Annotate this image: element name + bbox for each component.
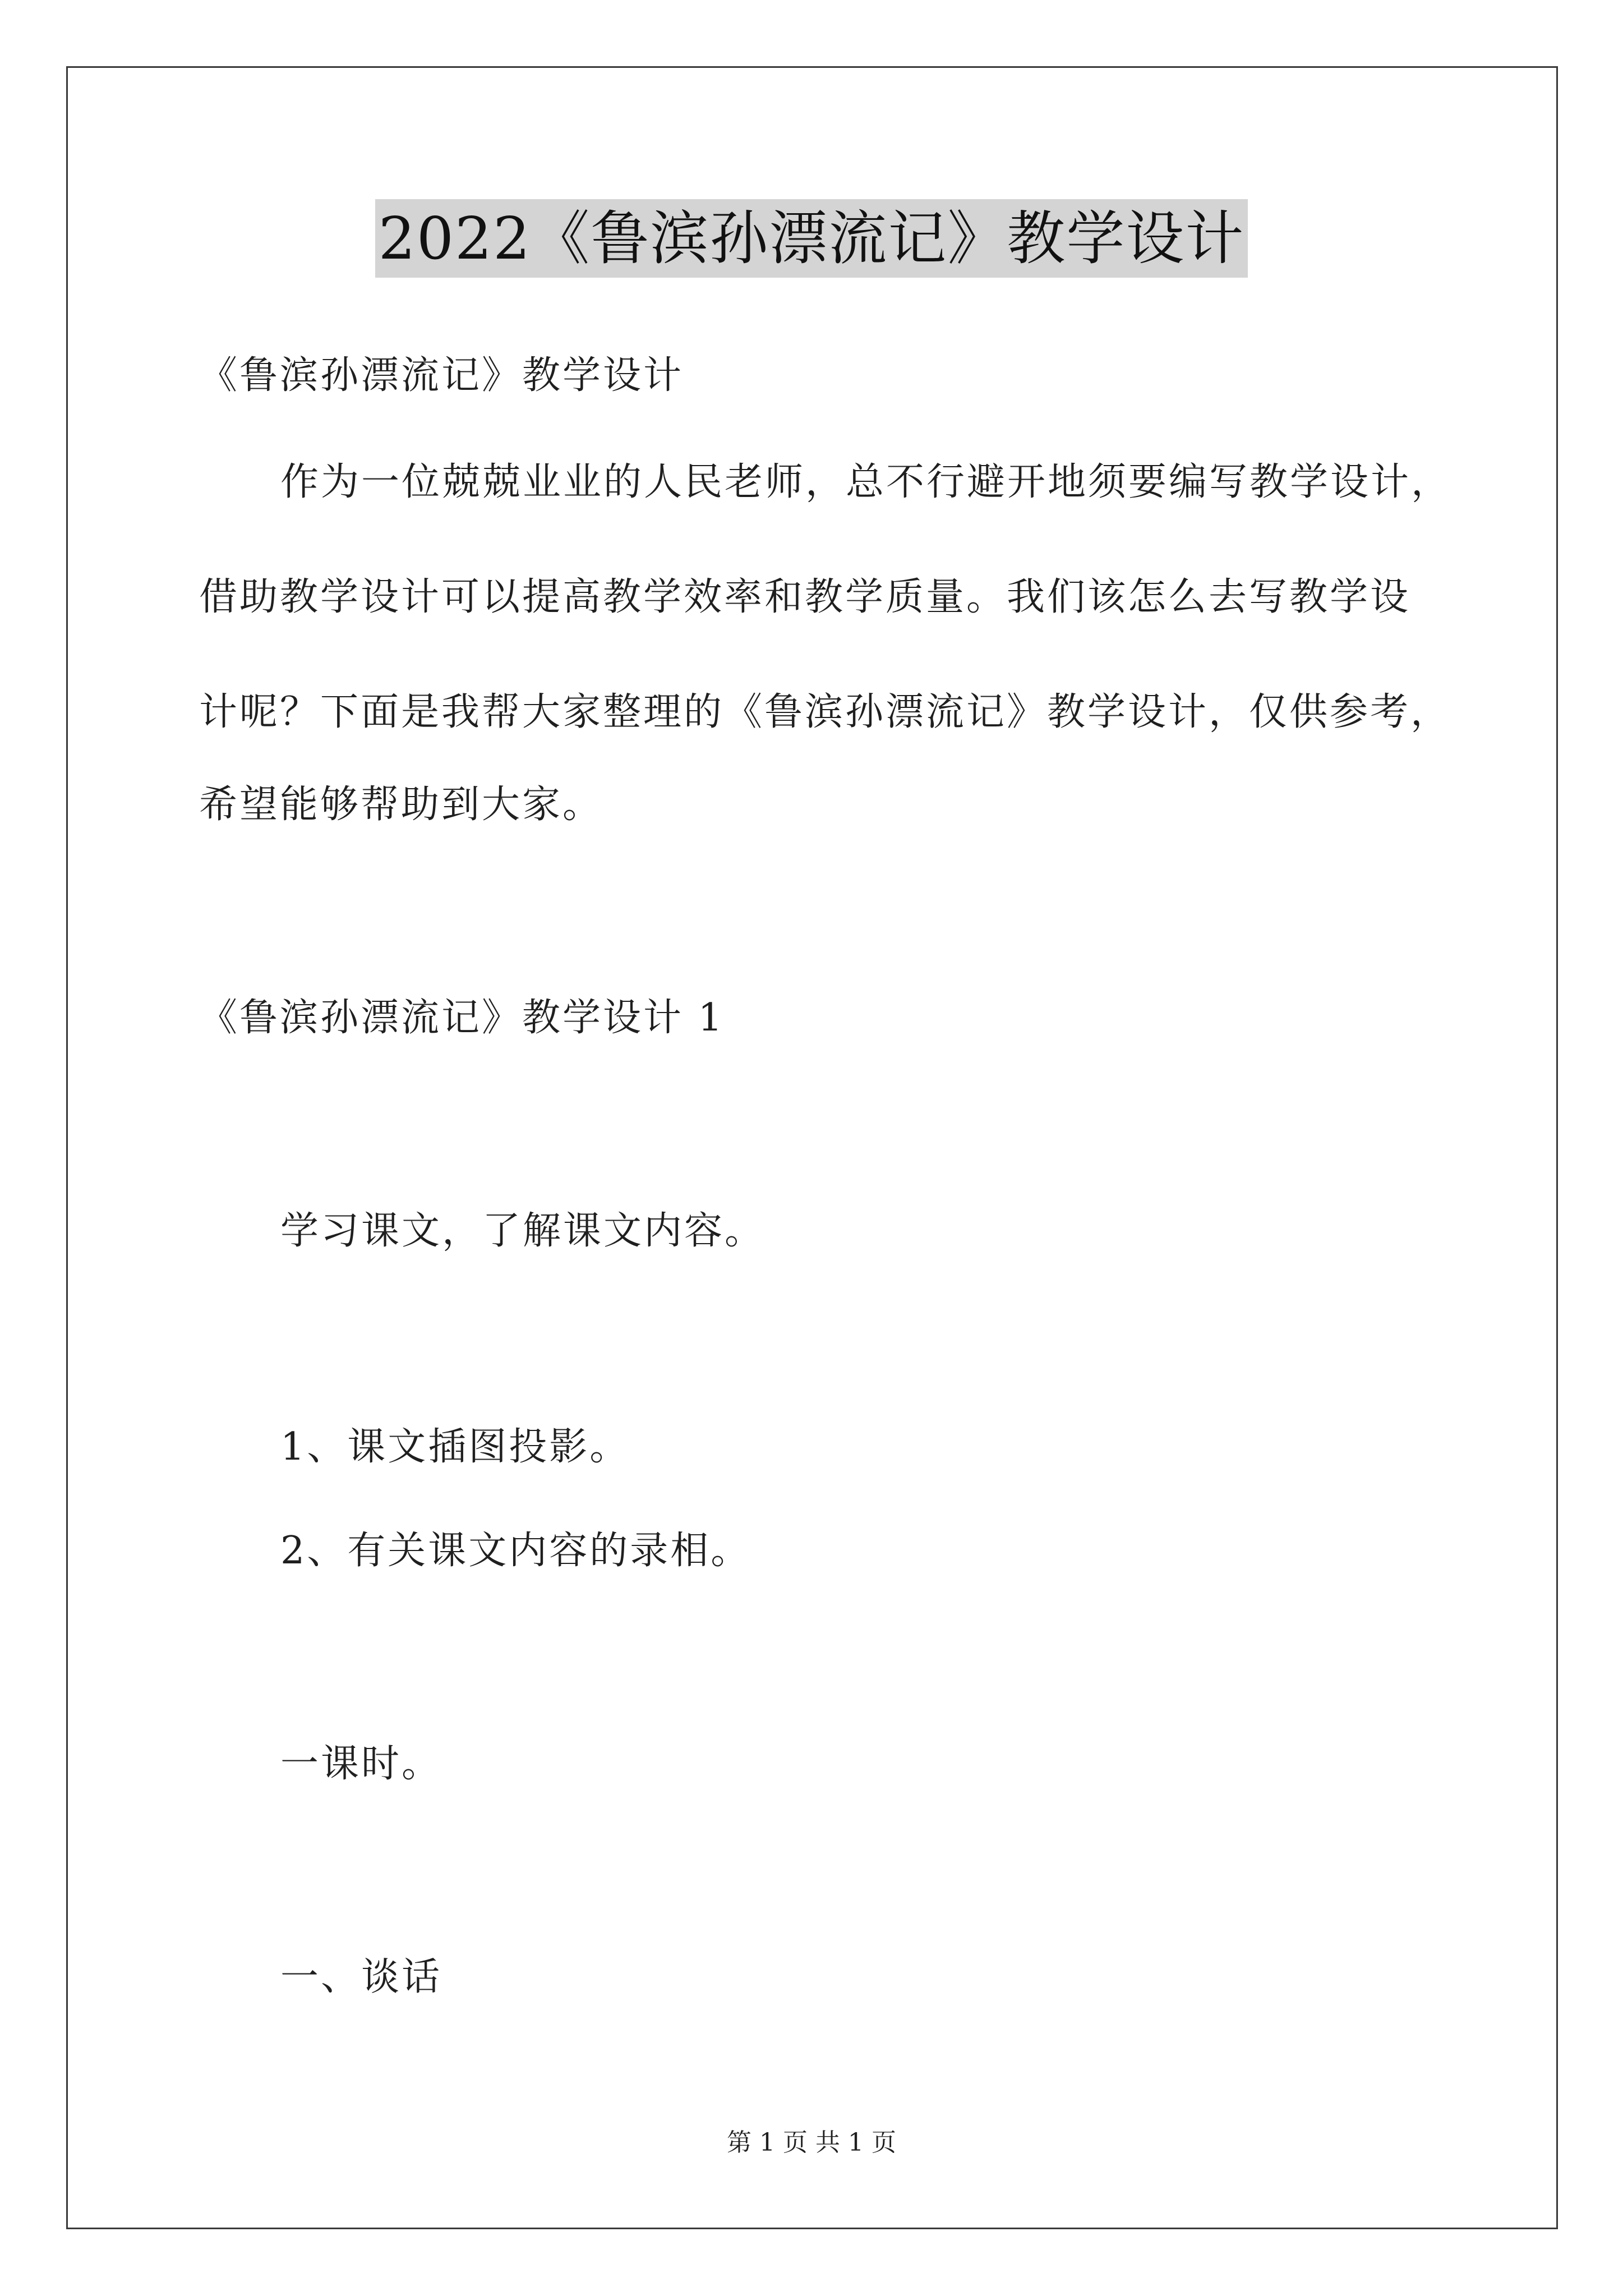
intro-line-2: 借助教学设计可以提高教学效率和教学质量。我们该怎么去写教学设 xyxy=(199,575,1411,619)
preparation-item-2: 2、有关课文内容的录相。 xyxy=(280,1529,751,1573)
document-title: 2022《鲁滨孙漂流记》教学设计 xyxy=(375,199,1248,278)
title-container xyxy=(0,199,1623,278)
document-subtitle: 《鲁滨孙漂流记》教学设计 xyxy=(199,353,684,398)
page-footer: 第 1 页 共 1 页 xyxy=(727,2128,896,2157)
intro-line-4: 希望能够帮助到大家。 xyxy=(199,783,603,827)
step-heading-1: 一、谈话 xyxy=(280,1955,442,1999)
class-period: 一课时。 xyxy=(280,1742,442,1786)
section-heading: 《鲁滨孙漂流记》教学设计 1 xyxy=(199,996,725,1040)
teaching-goal: 学习课文，了解课文内容。 xyxy=(280,1209,766,1253)
intro-line-1: 作为一位兢兢业业的人民老师，总不行避开地须要编写教学设计， xyxy=(280,460,1452,504)
preparation-item-1: 1、课文插图投影。 xyxy=(280,1425,630,1469)
intro-line-3: 计呢？下面是我帮大家整理的《鲁滨孙漂流记》教学设计，仅供参考， xyxy=(199,690,1451,734)
